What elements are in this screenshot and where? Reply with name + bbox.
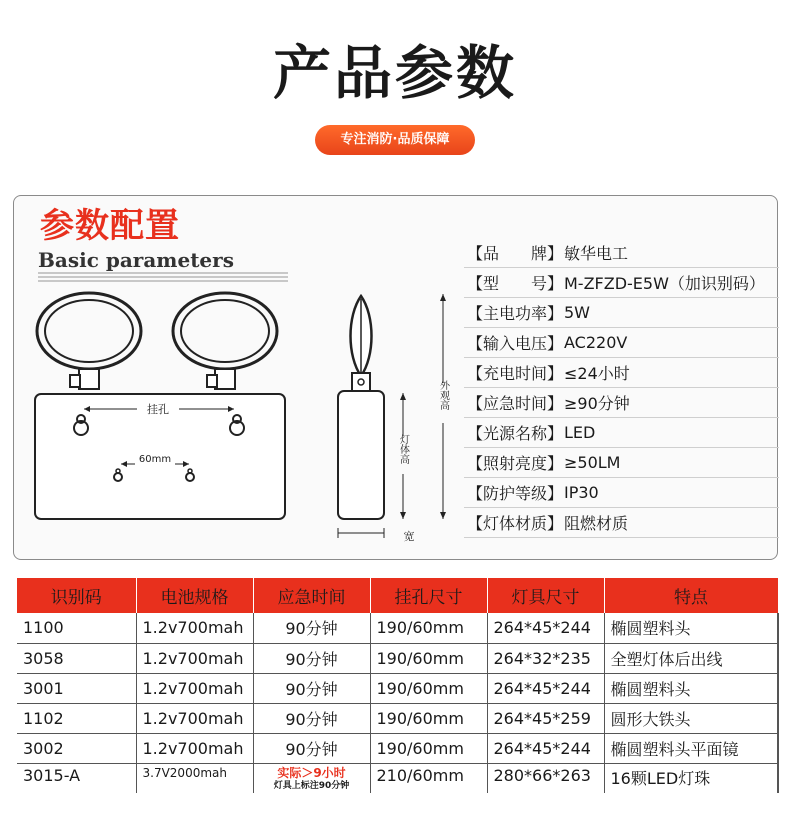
param-row-brightness: 【照射亮度】 ≥50LM bbox=[464, 448, 779, 478]
body-height-label: 灯体高 bbox=[397, 434, 409, 464]
width-label: 宽 bbox=[403, 530, 415, 543]
table-header-row bbox=[17, 578, 778, 613]
param-row-brand: 【品 牌】 敏华电工 bbox=[464, 238, 779, 268]
actual-time-note: 实际＞9小时 bbox=[277, 765, 346, 780]
table-header: 特点 bbox=[604, 578, 778, 613]
table-header: 应急时间 bbox=[253, 578, 370, 613]
param-row-emergency-time: 【应急时间】 ≥90分钟 bbox=[464, 388, 779, 418]
label-time-note: 灯具上标注90分钟 bbox=[273, 780, 350, 791]
product-diagram bbox=[29, 281, 469, 556]
table-row: 3002 1.2v700mah 90分钟 190/60mm 264*45*244 椭圆塑料头平面镜 bbox=[17, 733, 778, 763]
table-header: 识别码 bbox=[17, 578, 136, 613]
table-row: 1102 1.2v700mah 90分钟 190/60mm 264*45*259 圆形大铁头 bbox=[17, 703, 778, 733]
param-row-charge-time: 【充电时间】 ≤24小时 bbox=[464, 358, 779, 388]
page-title: 产品参数 bbox=[272, 39, 517, 107]
spacing-label: 60mm bbox=[138, 454, 172, 465]
right-lamp-head bbox=[173, 293, 277, 389]
model-table bbox=[17, 578, 778, 793]
param-row-protection: 【防护等级】 IP30 bbox=[464, 478, 779, 508]
total-height-label: 外观高 bbox=[437, 380, 449, 410]
param-row-model: 【型 号】 M-ZFZD-E5W（加识别码） bbox=[464, 268, 779, 298]
table-header: 挂孔尺寸 bbox=[370, 578, 487, 613]
table-row: 3015-A 3.7V2000mah 实际＞9小时 灯具上标注90分钟 210/60mm 280*66*263 16颗LED灯珠 bbox=[17, 763, 778, 793]
left-lamp-head bbox=[37, 293, 141, 389]
panel-subtitle: Basic parameters bbox=[38, 248, 234, 272]
panel-title: 参数配置 bbox=[40, 206, 180, 246]
param-row-voltage: 【输入电压】 AC220V bbox=[464, 328, 779, 358]
table-header: 电池规格 bbox=[136, 578, 253, 613]
param-row-power: 【主电功率】 5W bbox=[464, 298, 779, 328]
hole-label: 挂孔 bbox=[147, 403, 169, 416]
table-row: 3058 1.2v700mah 90分钟 190/60mm 264*32*235 全塑灯体后出线 bbox=[17, 643, 778, 673]
table-row: 3001 1.2v700mah 90分钟 190/60mm 264*45*244 椭圆塑料头 bbox=[17, 673, 778, 703]
side-view bbox=[338, 296, 384, 519]
param-row-light-source: 【光源名称】 LED bbox=[464, 418, 779, 448]
table-row: 1100 1.2v700mah 90分钟 190/60mm 264*45*244 椭圆塑料头 bbox=[17, 613, 778, 643]
parameter-list bbox=[464, 238, 779, 538]
table-header: 灯具尺寸 bbox=[487, 578, 604, 613]
slogan-badge: 专注消防·品质保障 bbox=[315, 125, 475, 155]
parameters-panel bbox=[13, 195, 778, 560]
param-row-material: 【灯体材质】 阻燃材质 bbox=[464, 508, 779, 538]
